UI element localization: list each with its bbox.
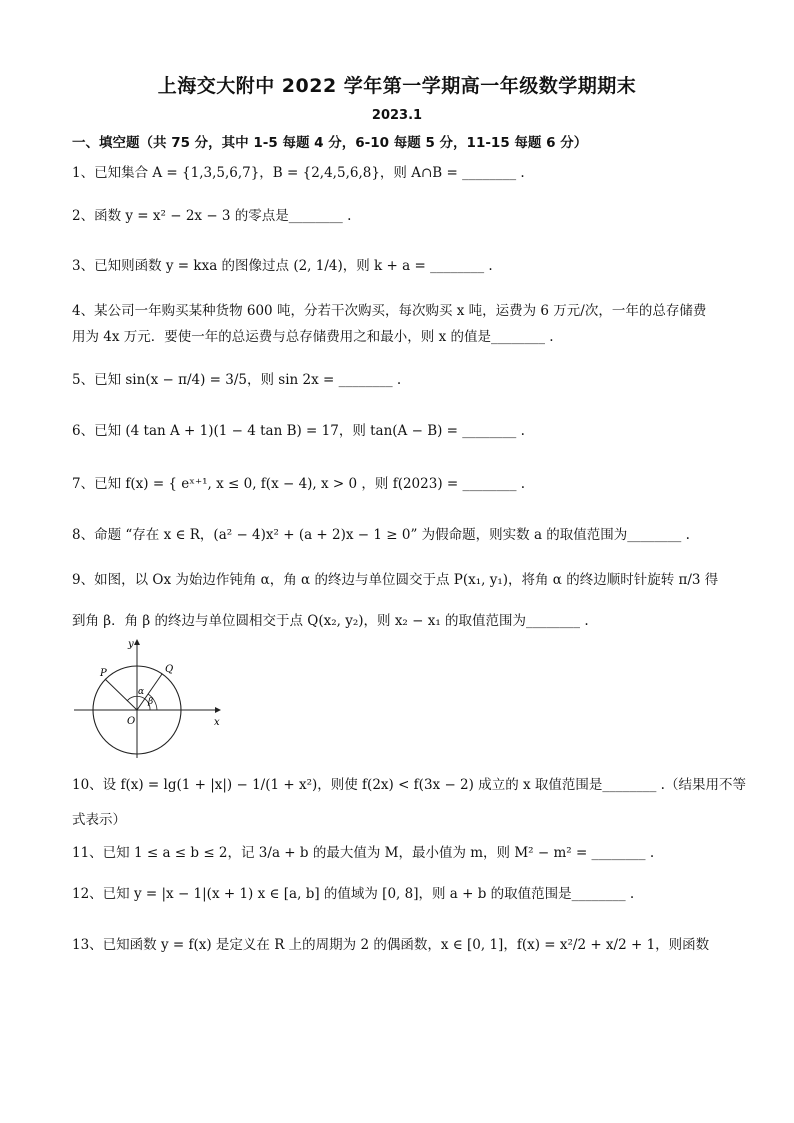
label-beta: β: [148, 697, 154, 707]
question-9-line-1: 9、如图，以 Ox 为始边作钝角 α，角 α 的终边与单位圆交于点 P(x₁, y₁)，将角 α 的终边顺时针旋转 π/3 得: [72, 572, 719, 588]
unit-circle-figure: [72, 632, 232, 762]
label-o: O: [127, 716, 136, 727]
exam-title: 上海交大附中 2022 学年第一学期高一年级数学期期末: [157, 75, 637, 97]
question-4-line-2: 用为 4x 万元．要使一年的总运费与总存储费用之和最小，则 x 的值是________ .: [72, 329, 554, 345]
question-3: 3、已知则函数 y = kxa 的图像过点 (2, 1/4)，则 k + a = ________ .: [72, 258, 493, 274]
label-p: P: [100, 668, 107, 679]
section-heading: 一、填空题（共 75 分，其中 1-5 每题 4 分，6-10 每题 5 分，11-15 每题 6 分）: [72, 135, 588, 151]
question-5: 5、已知 sin(x − π/4) = 3/5，则 sin 2x = ________ .: [72, 372, 402, 388]
question-9-line-2: 到角 β．角 β 的终边与单位圆相交于点 Q(x₂, y₂)，则 x₂ − x₁ 的取值范围为________ .: [72, 613, 589, 629]
question-8: 8、命题 “存在 x ∈ R，(a² − 4)x² + (a + 2)x − 1 ≥ 0” 为假命题，则实数 a 的取值范围为________ .: [72, 527, 690, 543]
label-q: Q: [165, 664, 174, 675]
exam-date: 2023.1: [371, 108, 423, 123]
question-11: 11、已知 1 ≤ a ≤ b ≤ 2，记 3/a + b 的最大值为 M，最小值为 m，则 M² − m² = ________ .: [72, 845, 655, 861]
question-12: 12、已知 y = |x − 1|(x + 1) x ∈ [a, b] 的值域为 [0, 8]，则 a + b 的取值范围是________ .: [72, 886, 635, 902]
question-4-line-1: 4、某公司一年购买某种货物 600 吨，分若干次购买，每次购买 x 吨，运费为 6 万元/次，一年的总存储费: [72, 303, 707, 319]
question-6: 6、已知 (4 tan A + 1)(1 − 4 tan B) = 17，则 tan(A − B) = ________ .: [72, 423, 525, 439]
label-y: y: [128, 639, 134, 650]
question-1: 1、已知集合 A = {1,3,5,6,7}，B = {2,4,5,6,8}，则 A∩B = ________ .: [72, 165, 525, 181]
question-10-line-1: 10、设 f(x) = lg(1 + |x|) − 1/(1 + x²)，则使 f(2x) < f(3x − 2) 成立的 x 取值范围是________ .（结果用不等: [72, 777, 746, 793]
question-10-line-2: 式表示）: [72, 812, 126, 828]
ray-op: [105, 679, 137, 710]
label-alpha: α: [138, 687, 145, 697]
label-x: x: [214, 717, 220, 728]
question-13: 13、已知函数 y = f(x) 是定义在 R 上的周期为 2 的偶函数，x ∈ [0, 1]，f(x) = x²/2 + x/2 + 1，则函数: [72, 937, 710, 953]
question-2: 2、函数 y = x² − 2x − 3 的零点是________ .: [72, 208, 352, 224]
question-7: 7、已知 f(x) = { eˣ⁺¹, x ≤ 0, f(x − 4), x > 0 ，则 f(2023) = ________ .: [72, 476, 526, 492]
